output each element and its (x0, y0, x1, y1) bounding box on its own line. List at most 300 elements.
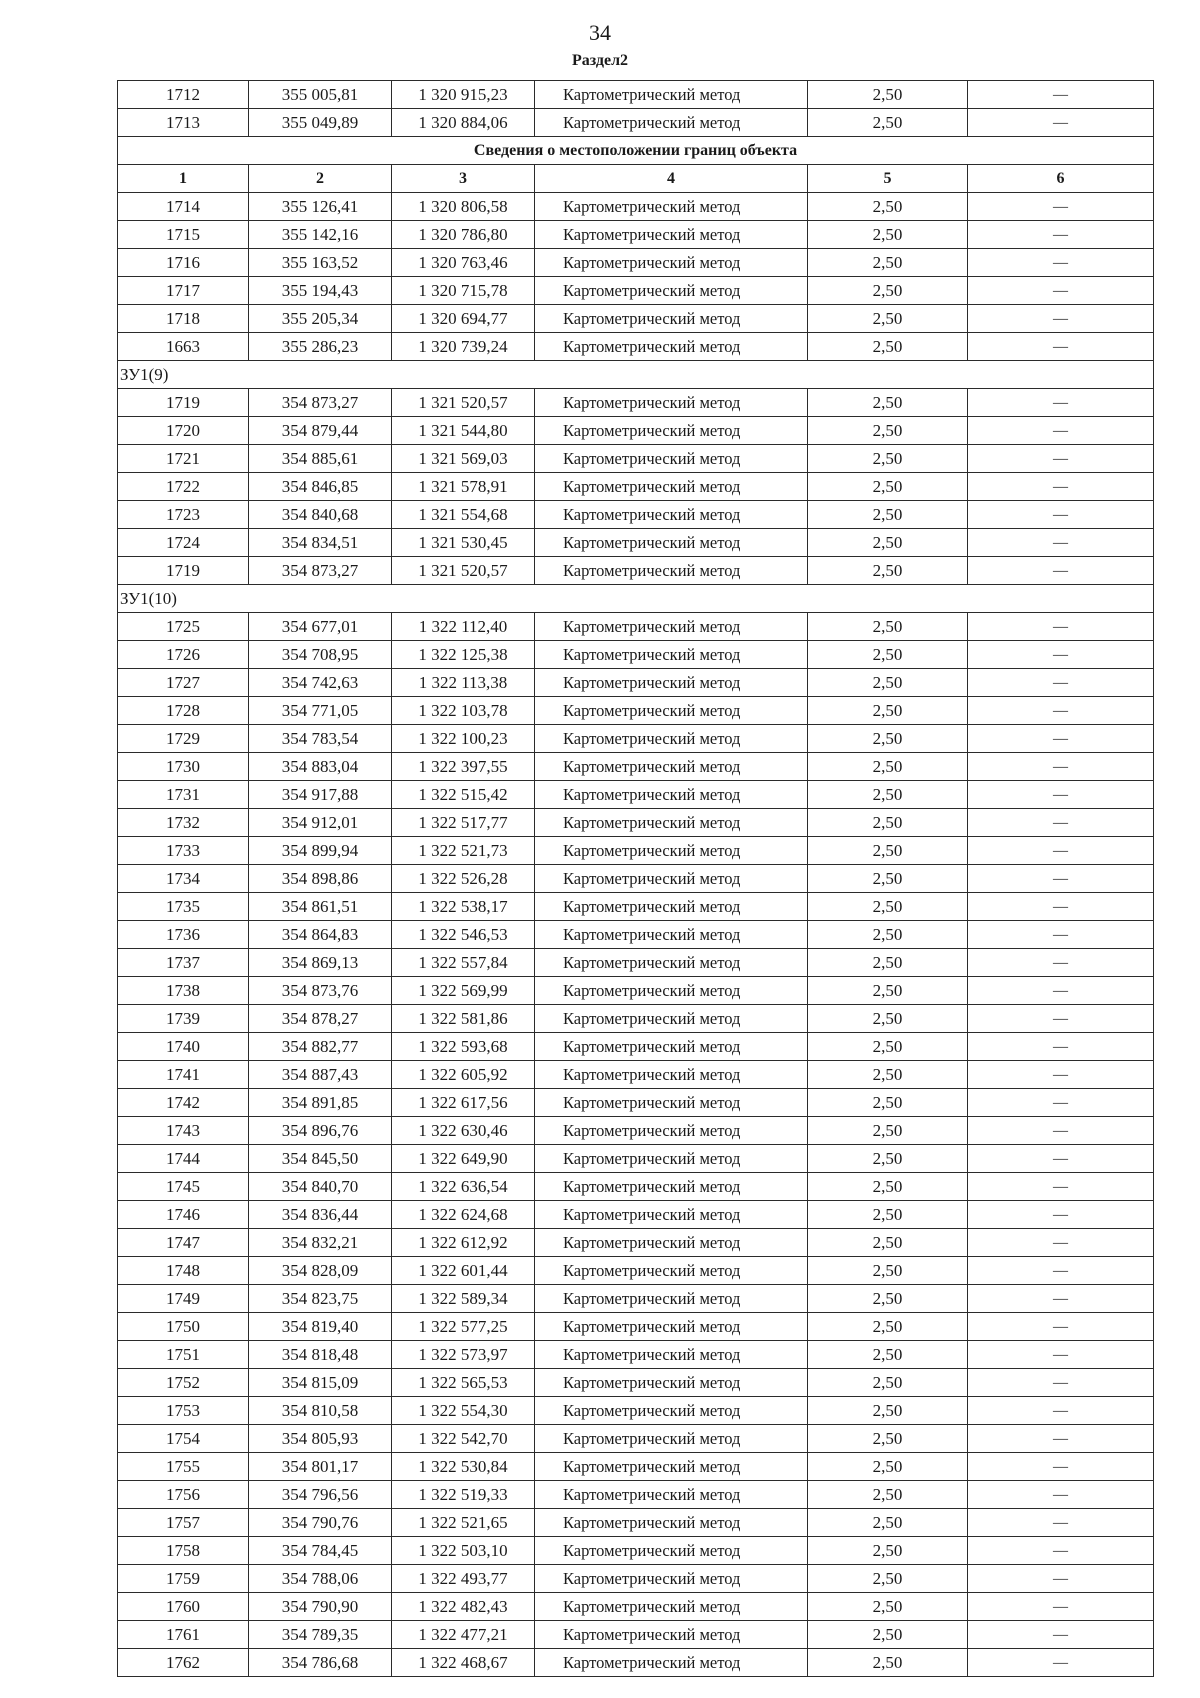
precision-cell: 2,50 (808, 921, 968, 949)
precision-cell: 2,50 (808, 529, 968, 557)
method-cell: Картометрический метод (535, 977, 808, 1005)
y-coordinate-cell: 1 322 125,38 (392, 641, 535, 669)
x-coordinate-cell: 354 898,86 (249, 865, 392, 893)
table-row (118, 1593, 1154, 1621)
table-row (118, 1117, 1154, 1145)
y-coordinate-cell: 1 322 112,40 (392, 613, 535, 641)
point-number-cell: 1724 (118, 529, 249, 557)
table-row (118, 725, 1154, 753)
x-coordinate-cell: 354 834,51 (249, 529, 392, 557)
table-row (118, 865, 1154, 893)
y-coordinate-cell: 1 321 554,68 (392, 501, 535, 529)
method-cell: Картометрический метод (535, 1313, 808, 1341)
table-row (118, 193, 1154, 221)
x-coordinate-cell: 354 828,09 (249, 1257, 392, 1285)
y-coordinate-cell: 1 322 565,53 (392, 1369, 535, 1397)
table-row (118, 333, 1154, 361)
table-row (118, 977, 1154, 1005)
table-row (118, 529, 1154, 557)
group-label-row (118, 361, 1154, 389)
note-cell: — (968, 1005, 1154, 1033)
x-coordinate-cell: 354 891,85 (249, 1089, 392, 1117)
point-number-cell: 1725 (118, 613, 249, 641)
table-row (118, 1565, 1154, 1593)
note-cell: — (968, 977, 1154, 1005)
point-number-cell: 1734 (118, 865, 249, 893)
method-cell: Картометрический метод (535, 529, 808, 557)
method-cell: Картометрический метод (535, 1173, 808, 1201)
x-coordinate-cell: 354 840,68 (249, 501, 392, 529)
method-cell: Картометрический метод (535, 1145, 808, 1173)
note-cell: — (968, 249, 1154, 277)
method-cell: Картометрический метод (535, 305, 808, 333)
y-coordinate-cell: 1 320 806,58 (392, 193, 535, 221)
y-coordinate-cell: 1 320 739,24 (392, 333, 535, 361)
precision-cell: 2,50 (808, 613, 968, 641)
method-cell: Картометрический метод (535, 249, 808, 277)
precision-cell: 2,50 (808, 501, 968, 529)
x-coordinate-cell: 354 788,06 (249, 1565, 392, 1593)
method-cell: Картометрический метод (535, 277, 808, 305)
y-coordinate-cell: 1 322 526,28 (392, 865, 535, 893)
precision-cell: 2,50 (808, 333, 968, 361)
table-heading: Сведения о местоположении границ объекта (118, 137, 1154, 165)
x-coordinate-cell: 354 790,76 (249, 1509, 392, 1537)
method-cell: Картометрический метод (535, 1397, 808, 1425)
x-coordinate-cell: 354 878,27 (249, 1005, 392, 1033)
precision-cell: 2,50 (808, 1313, 968, 1341)
point-number-cell: 1663 (118, 333, 249, 361)
x-coordinate-cell: 354 790,90 (249, 1593, 392, 1621)
note-cell: — (968, 221, 1154, 249)
y-coordinate-cell: 1 322 593,68 (392, 1033, 535, 1061)
method-cell: Картометрический метод (535, 1649, 808, 1677)
table-row (118, 1229, 1154, 1257)
point-number-cell: 1760 (118, 1593, 249, 1621)
y-coordinate-cell: 1 322 521,65 (392, 1509, 535, 1537)
table-row (118, 613, 1154, 641)
method-cell: Картометрический метод (535, 1593, 808, 1621)
note-cell: — (968, 1369, 1154, 1397)
precision-cell: 2,50 (808, 753, 968, 781)
point-number-cell: 1752 (118, 1369, 249, 1397)
precision-cell: 2,50 (808, 1201, 968, 1229)
column-number-3: 3 (392, 165, 535, 193)
note-cell: — (968, 1621, 1154, 1649)
precision-cell: 2,50 (808, 81, 968, 109)
table-row (118, 893, 1154, 921)
precision-cell: 2,50 (808, 1565, 968, 1593)
column-number-6: 6 (968, 165, 1154, 193)
point-number-cell: 1753 (118, 1397, 249, 1425)
method-cell: Картометрический метод (535, 1369, 808, 1397)
point-number-cell: 1762 (118, 1649, 249, 1677)
note-cell: — (968, 333, 1154, 361)
section-title: Раздел2 (571, 52, 629, 69)
y-coordinate-cell: 1 322 113,38 (392, 669, 535, 697)
x-coordinate-cell: 354 899,94 (249, 837, 392, 865)
point-number-cell: 1715 (118, 221, 249, 249)
note-cell: — (968, 81, 1154, 109)
point-number-cell: 1749 (118, 1285, 249, 1313)
precision-cell: 2,50 (808, 1369, 968, 1397)
note-cell: — (968, 1649, 1154, 1677)
table-row (118, 1285, 1154, 1313)
table-row (118, 417, 1154, 445)
y-coordinate-cell: 1 322 617,56 (392, 1089, 535, 1117)
point-number-cell: 1721 (118, 445, 249, 473)
point-number-cell: 1730 (118, 753, 249, 781)
x-coordinate-cell: 354 912,01 (249, 809, 392, 837)
point-number-cell: 1756 (118, 1481, 249, 1509)
point-number-cell: 1733 (118, 837, 249, 865)
point-number-cell: 1731 (118, 781, 249, 809)
point-number-cell: 1727 (118, 669, 249, 697)
note-cell: — (968, 1341, 1154, 1369)
point-number-cell: 1746 (118, 1201, 249, 1229)
y-coordinate-cell: 1 322 100,23 (392, 725, 535, 753)
table-row (118, 1425, 1154, 1453)
point-number-cell: 1736 (118, 921, 249, 949)
point-number-cell: 1719 (118, 389, 249, 417)
point-number-cell: 1761 (118, 1621, 249, 1649)
precision-cell: 2,50 (808, 641, 968, 669)
precision-cell: 2,50 (808, 305, 968, 333)
table-row (118, 669, 1154, 697)
x-coordinate-cell: 355 049,89 (249, 109, 392, 137)
method-cell: Картометрический метод (535, 725, 808, 753)
x-coordinate-cell: 354 677,01 (249, 613, 392, 641)
precision-cell: 2,50 (808, 669, 968, 697)
note-cell: — (968, 1285, 1154, 1313)
precision-cell: 2,50 (808, 893, 968, 921)
method-cell: Картометрический метод (535, 837, 808, 865)
table-row (118, 473, 1154, 501)
x-coordinate-cell: 354 864,83 (249, 921, 392, 949)
y-coordinate-cell: 1 322 515,42 (392, 781, 535, 809)
x-coordinate-cell: 354 823,75 (249, 1285, 392, 1313)
precision-cell: 2,50 (808, 837, 968, 865)
method-cell: Картометрический метод (535, 781, 808, 809)
note-cell: — (968, 1089, 1154, 1117)
point-number-cell: 1759 (118, 1565, 249, 1593)
x-coordinate-cell: 354 845,50 (249, 1145, 392, 1173)
precision-cell: 2,50 (808, 809, 968, 837)
table-row (118, 1453, 1154, 1481)
table-row (118, 277, 1154, 305)
precision-cell: 2,50 (808, 1341, 968, 1369)
precision-cell: 2,50 (808, 865, 968, 893)
method-cell: Картометрический метод (535, 389, 808, 417)
group-label: ЗУ1(10) (118, 585, 1154, 613)
method-cell: Картометрический метод (535, 1089, 808, 1117)
point-number-cell: 1757 (118, 1509, 249, 1537)
method-cell: Картометрический метод (535, 193, 808, 221)
point-number-cell: 1742 (118, 1089, 249, 1117)
precision-cell: 2,50 (808, 1425, 968, 1453)
table-row (118, 1257, 1154, 1285)
point-number-cell: 1716 (118, 249, 249, 277)
x-coordinate-cell: 355 205,34 (249, 305, 392, 333)
x-coordinate-cell: 354 796,56 (249, 1481, 392, 1509)
note-cell: — (968, 109, 1154, 137)
note-cell: — (968, 1117, 1154, 1145)
point-number-cell: 1728 (118, 697, 249, 725)
column-number-row (118, 165, 1154, 193)
method-cell: Картометрический метод (535, 473, 808, 501)
table-row (118, 1005, 1154, 1033)
note-cell: — (968, 305, 1154, 333)
table-row (118, 221, 1154, 249)
precision-cell: 2,50 (808, 697, 968, 725)
note-cell: — (968, 501, 1154, 529)
method-cell: Картометрический метод (535, 557, 808, 585)
note-cell: — (968, 529, 1154, 557)
y-coordinate-cell: 1 322 636,54 (392, 1173, 535, 1201)
precision-cell: 2,50 (808, 1005, 968, 1033)
method-cell: Картометрический метод (535, 1341, 808, 1369)
x-coordinate-cell: 354 818,48 (249, 1341, 392, 1369)
table-row (118, 1341, 1154, 1369)
y-coordinate-cell: 1 322 530,84 (392, 1453, 535, 1481)
method-cell: Картометрический метод (535, 1425, 808, 1453)
page-number: 34 (589, 20, 611, 45)
precision-cell: 2,50 (808, 1033, 968, 1061)
table-row (118, 1173, 1154, 1201)
method-cell: Картометрический метод (535, 1537, 808, 1565)
table-row (118, 1201, 1154, 1229)
table-row (118, 697, 1154, 725)
x-coordinate-cell: 354 861,51 (249, 893, 392, 921)
x-coordinate-cell: 354 873,27 (249, 557, 392, 585)
y-coordinate-cell: 1 322 493,77 (392, 1565, 535, 1593)
y-coordinate-cell: 1 320 915,23 (392, 81, 535, 109)
note-cell: — (968, 613, 1154, 641)
point-number-cell: 1743 (118, 1117, 249, 1145)
x-coordinate-cell: 354 708,95 (249, 641, 392, 669)
note-cell: — (968, 921, 1154, 949)
precision-cell: 2,50 (808, 1621, 968, 1649)
precision-cell: 2,50 (808, 1229, 968, 1257)
method-cell: Картометрический метод (535, 221, 808, 249)
note-cell: — (968, 641, 1154, 669)
table-row (118, 641, 1154, 669)
y-coordinate-cell: 1 322 397,55 (392, 753, 535, 781)
precision-cell: 2,50 (808, 949, 968, 977)
table-row (118, 1509, 1154, 1537)
y-coordinate-cell: 1 322 519,33 (392, 1481, 535, 1509)
point-number-cell: 1732 (118, 809, 249, 837)
method-cell: Картометрический метод (535, 1453, 808, 1481)
point-number-cell: 1740 (118, 1033, 249, 1061)
table-row (118, 1481, 1154, 1509)
method-cell: Картометрический метод (535, 1509, 808, 1537)
precision-cell: 2,50 (808, 1145, 968, 1173)
x-coordinate-cell: 354 789,35 (249, 1621, 392, 1649)
x-coordinate-cell: 354 836,44 (249, 1201, 392, 1229)
y-coordinate-cell: 1 320 786,80 (392, 221, 535, 249)
x-coordinate-cell: 355 005,81 (249, 81, 392, 109)
table-row (118, 249, 1154, 277)
point-number-cell: 1726 (118, 641, 249, 669)
y-coordinate-cell: 1 321 569,03 (392, 445, 535, 473)
table-row (118, 809, 1154, 837)
method-cell: Картометрический метод (535, 641, 808, 669)
note-cell: — (968, 1453, 1154, 1481)
boundary-coordinates-table (117, 80, 1154, 1677)
table-row (118, 837, 1154, 865)
method-cell: Картометрический метод (535, 1621, 808, 1649)
method-cell: Картометрический метод (535, 417, 808, 445)
method-cell: Картометрический метод (535, 613, 808, 641)
point-number-cell: 1747 (118, 1229, 249, 1257)
y-coordinate-cell: 1 322 589,34 (392, 1285, 535, 1313)
table-row (118, 949, 1154, 977)
method-cell: Картометрический метод (535, 865, 808, 893)
point-number-cell: 1719 (118, 557, 249, 585)
point-number-cell: 1713 (118, 109, 249, 137)
x-coordinate-cell: 354 784,45 (249, 1537, 392, 1565)
table-row (118, 305, 1154, 333)
x-coordinate-cell: 354 783,54 (249, 725, 392, 753)
note-cell: — (968, 809, 1154, 837)
x-coordinate-cell: 354 819,40 (249, 1313, 392, 1341)
y-coordinate-cell: 1 322 569,99 (392, 977, 535, 1005)
y-coordinate-cell: 1 322 612,92 (392, 1229, 535, 1257)
y-coordinate-cell: 1 322 482,43 (392, 1593, 535, 1621)
table-body (118, 81, 1154, 1677)
precision-cell: 2,50 (808, 781, 968, 809)
note-cell: — (968, 893, 1154, 921)
point-number-cell: 1745 (118, 1173, 249, 1201)
x-coordinate-cell: 354 869,13 (249, 949, 392, 977)
note-cell: — (968, 1509, 1154, 1537)
method-cell: Картометрический метод (535, 1257, 808, 1285)
method-cell: Картометрический метод (535, 1565, 808, 1593)
precision-cell: 2,50 (808, 1061, 968, 1089)
y-coordinate-cell: 1 322 517,77 (392, 809, 535, 837)
x-coordinate-cell: 354 885,61 (249, 445, 392, 473)
point-number-cell: 1723 (118, 501, 249, 529)
y-coordinate-cell: 1 320 715,78 (392, 277, 535, 305)
method-cell: Картометрический метод (535, 81, 808, 109)
table-row (118, 781, 1154, 809)
table-row (118, 1369, 1154, 1397)
table-row (118, 109, 1154, 137)
point-number-cell: 1722 (118, 473, 249, 501)
table-row (118, 1033, 1154, 1061)
table-row (118, 501, 1154, 529)
table-row (118, 81, 1154, 109)
x-coordinate-cell: 354 832,21 (249, 1229, 392, 1257)
x-coordinate-cell: 354 801,17 (249, 1453, 392, 1481)
column-number-1: 1 (118, 165, 249, 193)
precision-cell: 2,50 (808, 1397, 968, 1425)
precision-cell: 2,50 (808, 977, 968, 1005)
note-cell: — (968, 389, 1154, 417)
table-heading-row (118, 137, 1154, 165)
y-coordinate-cell: 1 321 544,80 (392, 417, 535, 445)
y-coordinate-cell: 1 321 520,57 (392, 389, 535, 417)
y-coordinate-cell: 1 322 103,78 (392, 697, 535, 725)
y-coordinate-cell: 1 322 605,92 (392, 1061, 535, 1089)
method-cell: Картометрический метод (535, 1033, 808, 1061)
x-coordinate-cell: 354 805,93 (249, 1425, 392, 1453)
method-cell: Картометрический метод (535, 1005, 808, 1033)
note-cell: — (968, 1201, 1154, 1229)
y-coordinate-cell: 1 322 538,17 (392, 893, 535, 921)
note-cell: — (968, 949, 1154, 977)
method-cell: Картометрический метод (535, 809, 808, 837)
column-number-5: 5 (808, 165, 968, 193)
point-number-cell: 1735 (118, 893, 249, 921)
note-cell: — (968, 557, 1154, 585)
method-cell: Картометрический метод (535, 921, 808, 949)
table-row (118, 753, 1154, 781)
point-number-cell: 1748 (118, 1257, 249, 1285)
note-cell: — (968, 1173, 1154, 1201)
note-cell: — (968, 473, 1154, 501)
table-row (118, 1089, 1154, 1117)
table-row (118, 389, 1154, 417)
precision-cell: 2,50 (808, 1117, 968, 1145)
note-cell: — (968, 1425, 1154, 1453)
y-coordinate-cell: 1 322 557,84 (392, 949, 535, 977)
x-coordinate-cell: 354 815,09 (249, 1369, 392, 1397)
method-cell: Картометрический метод (535, 1481, 808, 1509)
x-coordinate-cell: 354 742,63 (249, 669, 392, 697)
point-number-cell: 1714 (118, 193, 249, 221)
point-number-cell: 1718 (118, 305, 249, 333)
x-coordinate-cell: 354 846,85 (249, 473, 392, 501)
point-number-cell: 1717 (118, 277, 249, 305)
precision-cell: 2,50 (808, 193, 968, 221)
note-cell: — (968, 1033, 1154, 1061)
precision-cell: 2,50 (808, 725, 968, 753)
y-coordinate-cell: 1 322 624,68 (392, 1201, 535, 1229)
method-cell: Картометрический метод (535, 1229, 808, 1257)
y-coordinate-cell: 1 322 468,67 (392, 1649, 535, 1677)
column-number-4: 4 (535, 165, 808, 193)
note-cell: — (968, 1145, 1154, 1173)
table-row (118, 445, 1154, 473)
table-row (118, 1649, 1154, 1677)
x-coordinate-cell: 354 882,77 (249, 1033, 392, 1061)
y-coordinate-cell: 1 322 503,10 (392, 1537, 535, 1565)
note-cell: — (968, 1397, 1154, 1425)
note-cell: — (968, 697, 1154, 725)
column-number-2: 2 (249, 165, 392, 193)
x-coordinate-cell: 354 896,76 (249, 1117, 392, 1145)
precision-cell: 2,50 (808, 1537, 968, 1565)
precision-cell: 2,50 (808, 389, 968, 417)
table-row (118, 1537, 1154, 1565)
point-number-cell: 1720 (118, 417, 249, 445)
y-coordinate-cell: 1 322 542,70 (392, 1425, 535, 1453)
table-row (118, 1145, 1154, 1173)
y-coordinate-cell: 1 322 477,21 (392, 1621, 535, 1649)
method-cell: Картометрический метод (535, 669, 808, 697)
table-row (118, 1061, 1154, 1089)
point-number-cell: 1712 (118, 81, 249, 109)
table-row (118, 1397, 1154, 1425)
y-coordinate-cell: 1 322 577,25 (392, 1313, 535, 1341)
precision-cell: 2,50 (808, 221, 968, 249)
x-coordinate-cell: 354 771,05 (249, 697, 392, 725)
x-coordinate-cell: 354 887,43 (249, 1061, 392, 1089)
method-cell: Картометрический метод (535, 1117, 808, 1145)
precision-cell: 2,50 (808, 1285, 968, 1313)
